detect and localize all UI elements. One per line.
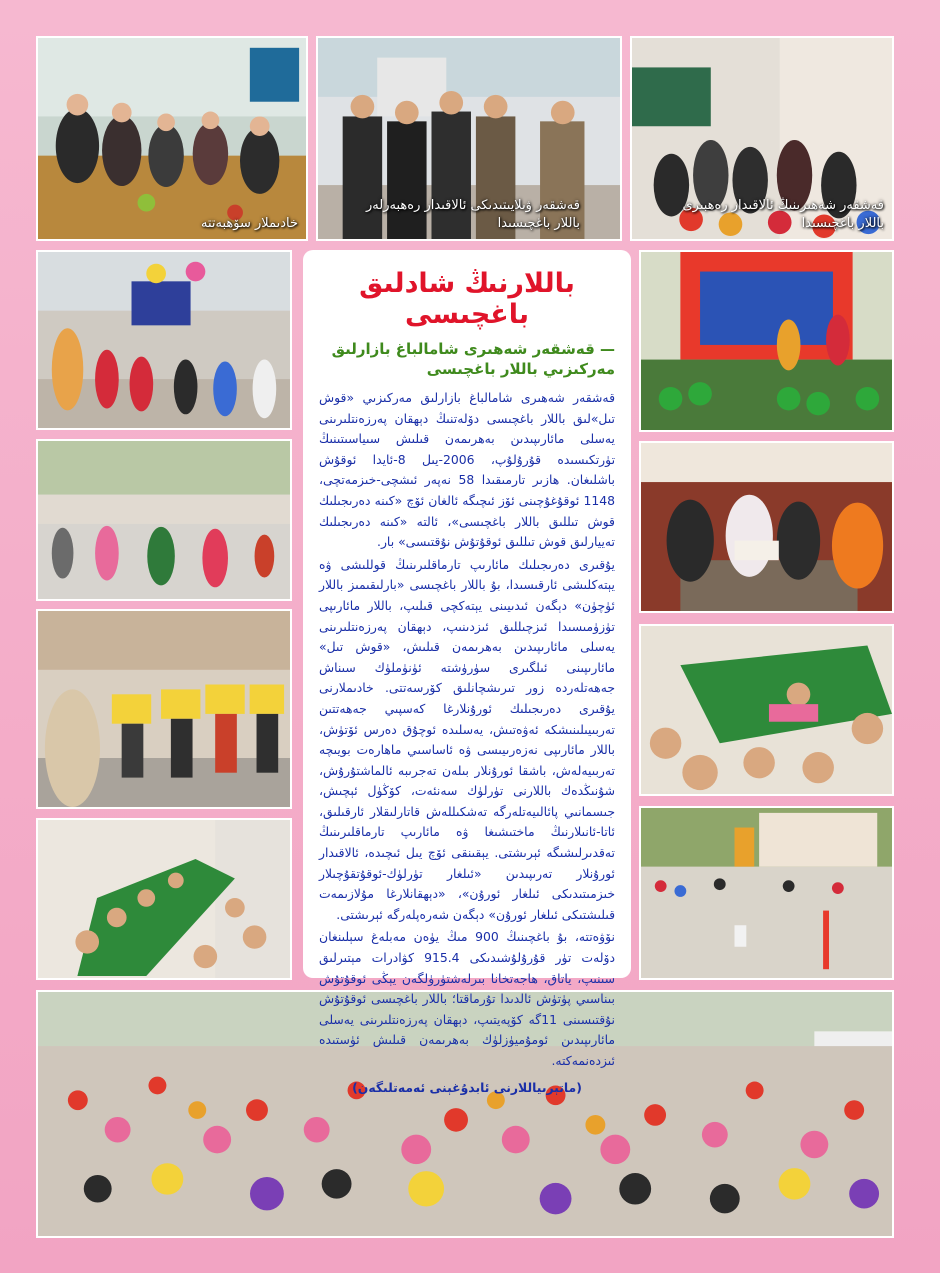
- photo-children-yard: [36, 439, 292, 601]
- photo-city-leader-visit: [630, 36, 894, 241]
- caption-city-leader-line1: قەشقەر شەھىرىنىڭ ئالاقىدار رەھبىرى: [682, 197, 884, 213]
- article-panel: [303, 250, 631, 1095]
- photo-children-parade: [36, 250, 292, 430]
- photo-leaders-visit: [316, 36, 622, 241]
- article-paragraph-1: قەشقەر شەھىرى شامالباغ بازارلىق مەركىزىي «قوش تىل»لىق باللار باغچىسى دۆلەتنىڭ دېھقان پەرزەنتلىرىنى يەسلى مائارىپىدىن بەھرىمەن قىلىش سىياسىتىنىڭ تۈرتكىسىدە قۇرۇلۇپ، 2006-يىل 8-ئايدا ئوقۇش باشلىغان. ھازىر تارمىقىدا 58 نەپەر ئىشچى-خىزمەتچى، 1148 ئوقۇغۇچىنى ئۆز ئىچىگە ئالغان ئۆچ «كىنە دەرىجىلىك قوش تىللىق باللار باغچىسى»، ئالتە «كىنە دەرىجىلىك تەييارلىق قوش تىللىق ئوقۇتۇش نۇقتىسى» بار.: [319, 390, 616, 550]
- photo-teachers-reading: [639, 441, 894, 613]
- article-paragraph-3: نۆۋەتتە، بۇ باغچىنىڭ 900 مىڭ يۈەن مەبلەغ سېلىنغان دۆلەت تۈر قۇرۇلۇشىدىكى 915.4 كۋادرات مېتىرلىق سىنىپ، ياتاق، ھاجەتخانا بىرلەشتۈرۈلگەن يېڭى ئوقۇتۇش بىناسىي پۈتۈش ئالدىدا تۇرماقتا؛ باللار باغچىسى ئوقۇتۇش نۇقتىسىنى 11گە كۆپەيتىپ، دېھقان پەرزەنتلىرىنى يەسلى مائارىپىدىن ئومۇميۈزلۈك بەھرىمەن قىلىش ئۈستىدە ئىزدەنمەكتە.: [319, 929, 616, 1068]
- photo-playground: [639, 806, 894, 980]
- photo-children-table: [639, 624, 894, 796]
- caption-leaders-visit-line2: باللار باغچىسىدا: [497, 215, 580, 231]
- caption-leaders-visit-line1: قەشقەر ۋىلايىتىدىكى ئالاقىدار رەھبەرلەر: [366, 197, 580, 213]
- article-signature: (ماتېرىياللارنى ئابدۇغېنى ئەمەتلىگەن): [352, 1079, 582, 1095]
- photo-staff-meeting: [36, 36, 308, 241]
- photo-children-eating: [36, 818, 292, 980]
- caption-city-leader-line2: باللار باغچىسىدا: [801, 215, 884, 231]
- photo-stage-performance: [639, 250, 894, 432]
- article-paragraph-2: يۇقىرى دەرىجىلىك مائارىپ تارماقلىرىنىڭ قوللىشى ۋە يېتەكلىشى ئارقىسىدا، بۇ باللار باغچىسى «بارلىقىمىز باللار ئۈچۈن» دېگەن ئىدىيىنى يېتەكچى قىلىپ، باللار مائارىپى تۈزۈمىسىدا ئىزچىللىق ئىزدىنىپ، دېھقان پەرزەنتلىرىنى يەسلى مائارىپىدىن بەھرىمەن قىلىش، «قوش تىل» مائارىپىنى ئىلگىرى سۈرۈشتە ئۈنۈملۈك سىناش جەھەتلەردە زور تىرىشچانلىق كۆرسەتتى. خادىملارنى يۇقىرى دەرىجىلىك ئورۇنلارغا كەسپىي جەھەتتىن تەربىيىلىنىشكە ئەۋەتىش، يەسلىدە ئوچۇق دەرس ئۆتۈش، باللار مائارىپى نەزەرىيىسى ۋە ئاساسىي ماھارەت بويىچە تەربىيەلەش، باشقا ئورۇنلار بىلەن تەجرىبە ئالماشتۇرۇش، شۇنىڭدەك باللارنى تۈرلۈك سەنئەت، كۆڭۈل ئېچىش، جىسمانىي پائالىيەتلەرگە تەشكىللەش قاتارلىقلار ئارقىلىق، ئاتا-ئانىلارنىڭ ماختىشىغا ۋە مائارىپ تارماقلىرىنىڭ تەقدىرلىشىگە ئېرىشتى. يېقىنقى ئۆچ يىل ئىچىدە، ئالاقىدار ئورۇنلار تەرىپىدىن «ئىلغار تۈرلۈك-ئوقۇتقۇچىلار خىزمىتىدىكى ئىلغار ئورۇن»، «دېھقانلارغا مۇلازىمەت قىلىشتىكى ئىلغار ئورۇن» دېگەن شەرەپلەرگە ئېرىشتى.: [319, 556, 615, 922]
- article-subtitle-2: مەركىزىي باللار باغچىسى: [426, 360, 615, 378]
- caption-leaders-visit: [366, 197, 580, 233]
- caption-city-leader: [682, 197, 884, 233]
- photo-classroom-awards: [36, 609, 292, 809]
- article-subtitle-1: — قەشقەر شەھىرى شامالباغ بازارلىق: [331, 340, 615, 358]
- caption-staff-meeting: خادىملار سۆھبەتتە: [201, 215, 298, 231]
- article-title: باللارنىڭ شادلىق باغچىسى: [359, 268, 575, 330]
